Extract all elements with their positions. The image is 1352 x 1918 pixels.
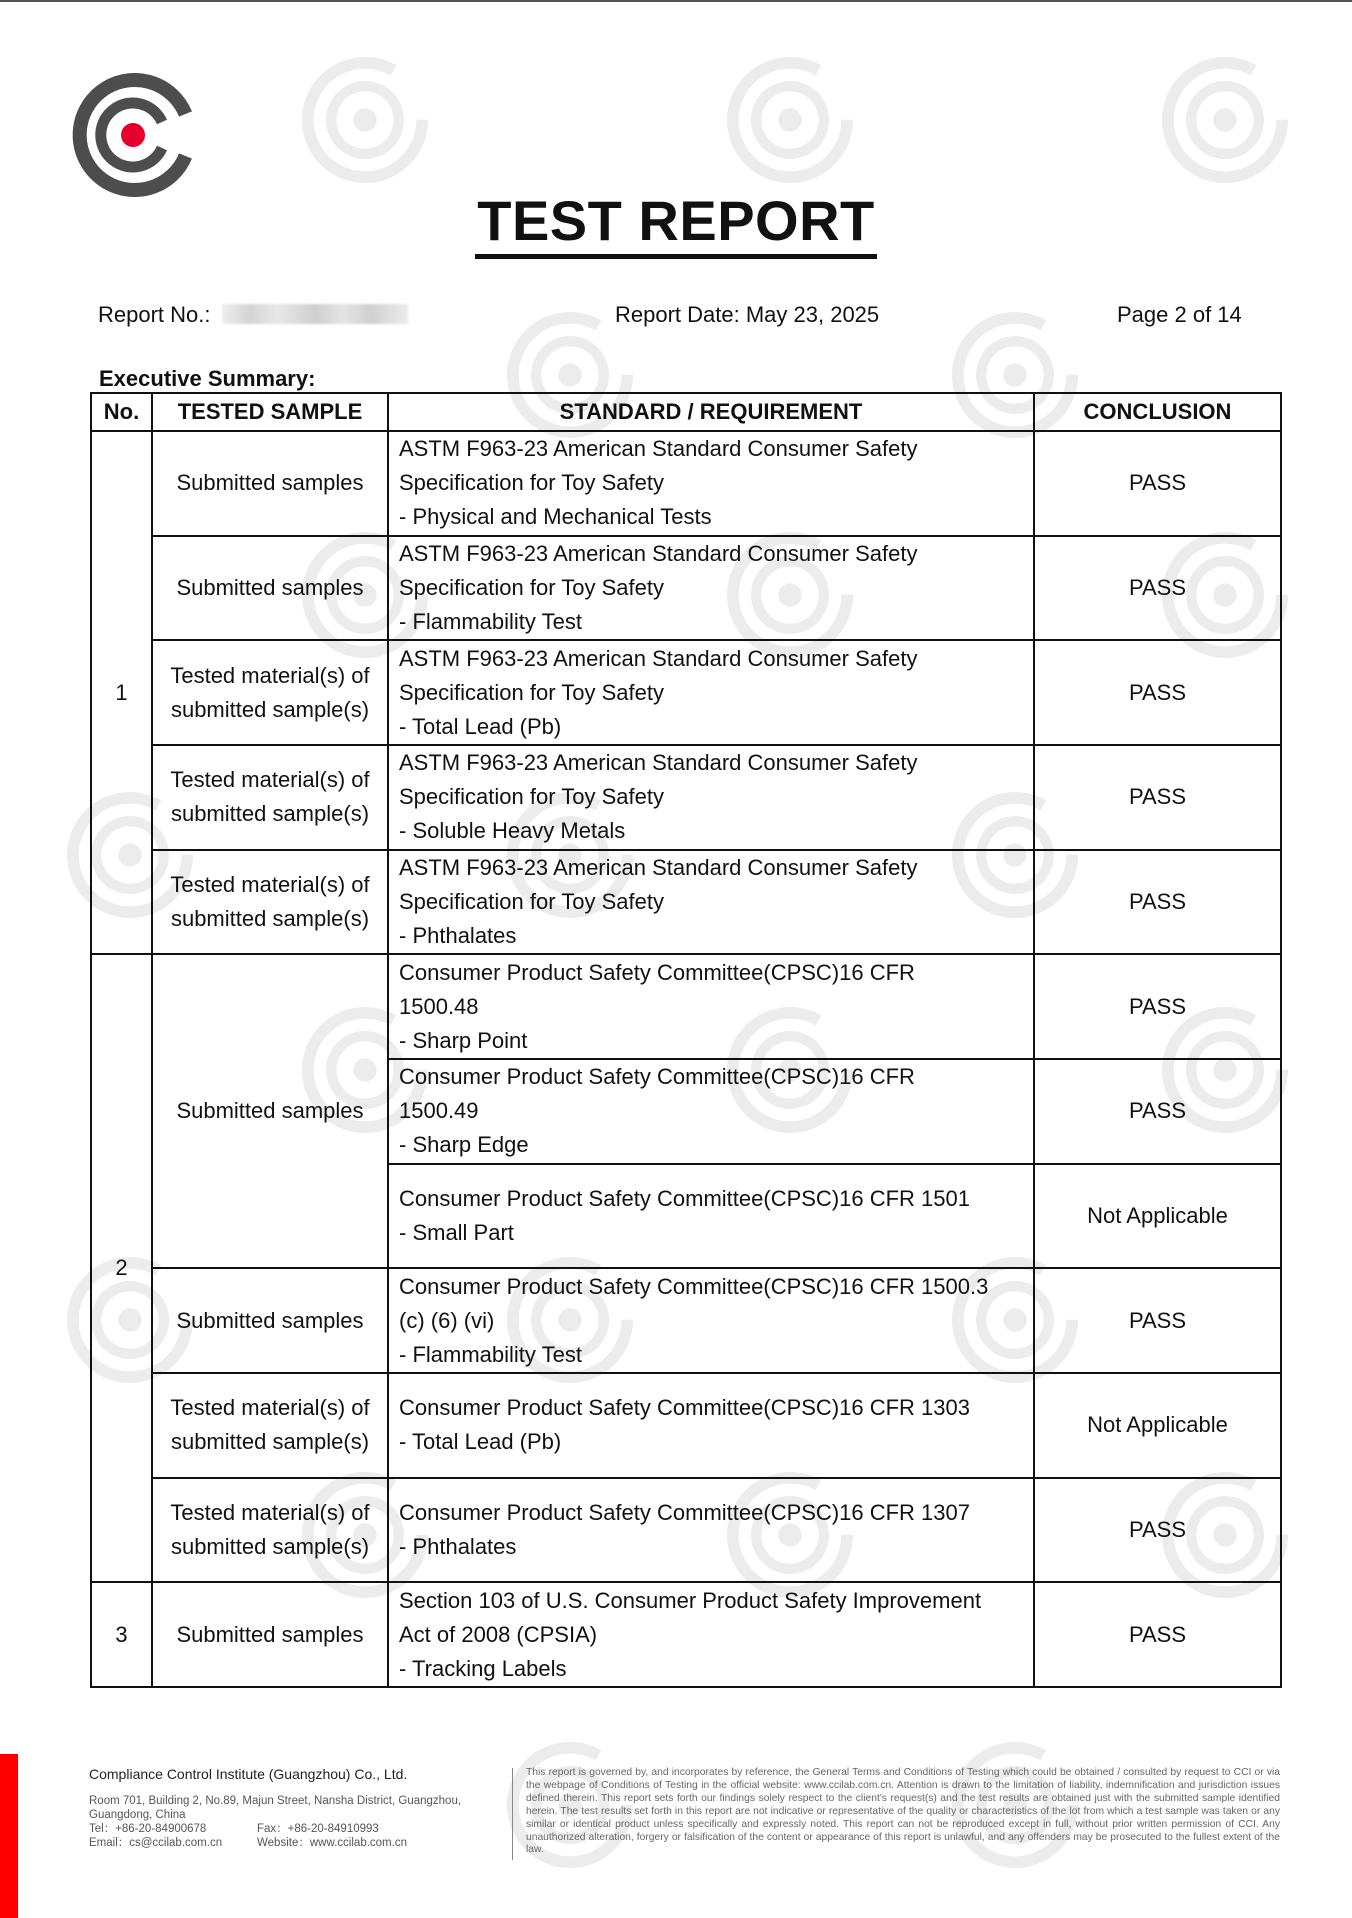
address-line: Guangdong, China bbox=[89, 1809, 186, 1821]
footer-contact bbox=[89, 1766, 509, 1850]
conclusion: Not Applicable bbox=[1034, 1373, 1281, 1478]
conclusion: Not Applicable bbox=[1034, 1164, 1281, 1269]
table-row bbox=[91, 1478, 1281, 1583]
conclusion: PASS bbox=[1034, 431, 1281, 536]
table-row bbox=[91, 1268, 1281, 1373]
email-website-line bbox=[89, 1836, 509, 1850]
watermark-logo-icon bbox=[1160, 55, 1290, 185]
standard-line: - Total Lead (Pb) bbox=[399, 713, 562, 739]
conclusion: PASS bbox=[1034, 1478, 1281, 1583]
standard-line: - Tracking Labels bbox=[399, 1655, 567, 1681]
standard-line: ASTM F963-23 American Standard Consumer Safety bbox=[399, 436, 918, 462]
standard-requirement bbox=[388, 1268, 1034, 1373]
table-row bbox=[91, 745, 1281, 850]
standard-line: Consumer Product Safety Committee(CPSC)16 CFR 1501 bbox=[399, 1185, 970, 1211]
table-row bbox=[91, 1373, 1281, 1478]
standard-requirement bbox=[388, 1582, 1034, 1687]
page-number: Page 2 of 14 bbox=[1117, 302, 1242, 327]
table-row bbox=[91, 431, 1281, 536]
standard-line: - Small Part bbox=[399, 1219, 514, 1245]
conclusion: PASS bbox=[1034, 1582, 1281, 1687]
standard-line: - Sharp Point bbox=[399, 1027, 528, 1053]
column-header-no: No. bbox=[91, 393, 152, 431]
standard-line: - Phthalates bbox=[399, 1533, 517, 1559]
conclusion: PASS bbox=[1034, 536, 1281, 641]
tested-sample: Tested material(s) of submitted sample(s) bbox=[152, 1373, 388, 1478]
tested-sample: Submitted samples bbox=[152, 954, 388, 1268]
table-row bbox=[91, 1582, 1281, 1687]
standard-line: ASTM F963-23 American Standard Consumer Safety bbox=[399, 854, 918, 880]
standard-line: - Physical and Mechanical Tests bbox=[399, 504, 712, 530]
standard-line: ASTM F963-23 American Standard Consumer Safety bbox=[399, 645, 918, 671]
address-line: Room 701, Building 2, No.89, Majun Street, Nansha District, Guangzhou, bbox=[89, 1795, 462, 1807]
tested-sample: Tested material(s) of submitted sample(s) bbox=[152, 1478, 388, 1583]
standard-line: ASTM F963-23 American Standard Consumer Safety bbox=[399, 750, 918, 776]
standard-line: Specification for Toy Safety bbox=[399, 574, 664, 600]
executive-summary-table bbox=[90, 392, 1282, 1688]
table-row bbox=[91, 954, 1281, 1059]
standard-line: - Phthalates bbox=[399, 922, 517, 948]
standard-line: 1500.48 bbox=[399, 993, 479, 1019]
column-header-standard: STANDARD / REQUIREMENT bbox=[388, 393, 1034, 431]
standard-requirement bbox=[388, 745, 1034, 850]
column-header-conclusion: CONCLUSION bbox=[1034, 393, 1281, 431]
standard-line: Consumer Product Safety Committee(CPSC)16 CFR 1500.3 bbox=[399, 1273, 989, 1299]
standard-line: Specification for Toy Safety bbox=[399, 679, 664, 705]
column-header-tested-sample: TESTED SAMPLE bbox=[152, 393, 388, 431]
tested-sample: Submitted samples bbox=[152, 431, 388, 536]
standard-line: Consumer Product Safety Committee(CPSC)16 CFR 1307 bbox=[399, 1499, 970, 1525]
report-number-label: Report No.: bbox=[98, 302, 211, 327]
executive-summary-heading: Executive Summary: bbox=[99, 366, 316, 391]
table-header-row bbox=[91, 393, 1281, 431]
standard-line: - Total Lead (Pb) bbox=[399, 1429, 562, 1455]
standard-requirement bbox=[388, 431, 1034, 536]
watermark-logo-icon bbox=[725, 55, 855, 185]
report-date: Report Date: May 23, 2025 bbox=[615, 302, 880, 327]
standard-requirement bbox=[388, 536, 1034, 641]
company-address bbox=[89, 1794, 509, 1850]
standard-line: Specification for Toy Safety bbox=[399, 784, 664, 810]
standard-requirement bbox=[388, 1164, 1034, 1269]
tested-sample: Submitted samples bbox=[152, 1582, 388, 1687]
tested-sample: Submitted samples bbox=[152, 1268, 388, 1373]
tested-sample: Tested material(s) of submitted sample(s) bbox=[152, 850, 388, 955]
standard-line: Specification for Toy Safety bbox=[399, 470, 664, 496]
standard-line: Section 103 of U.S. Consumer Product Safety Improvement bbox=[399, 1587, 982, 1613]
standard-line: - Flammability Test bbox=[399, 608, 582, 634]
standard-line: Act of 2008 (CPSIA) bbox=[399, 1621, 598, 1647]
conclusion: PASS bbox=[1034, 1059, 1281, 1164]
standard-line: - Sharp Edge bbox=[399, 1132, 529, 1158]
company-logo-icon bbox=[70, 70, 200, 200]
tested-sample: Tested material(s) of submitted sample(s) bbox=[152, 640, 388, 745]
company-name: Compliance Control Institute (Guangzhou) Co., Ltd. bbox=[89, 1766, 408, 1782]
item-number: 1 bbox=[91, 431, 152, 954]
table-row bbox=[91, 850, 1281, 955]
phone-fax-line bbox=[89, 1822, 509, 1836]
standard-line: Consumer Product Safety Committee(CPSC)16 CFR bbox=[399, 1064, 915, 1090]
table-row bbox=[91, 536, 1281, 641]
red-accent-bar bbox=[0, 1754, 18, 1918]
telephone: Tel：+86-20-84900678 bbox=[89, 1823, 207, 1835]
standard-line: Consumer Product Safety Committee(CPSC)16 CFR bbox=[399, 959, 915, 985]
standard-line: - Flammability Test bbox=[399, 1341, 582, 1367]
standard-requirement bbox=[388, 1373, 1034, 1478]
conclusion: PASS bbox=[1034, 640, 1281, 745]
fax: Fax：+86-20-84910993 bbox=[257, 1823, 379, 1835]
table-row bbox=[91, 640, 1281, 745]
standard-line: ASTM F963-23 American Standard Consumer Safety bbox=[399, 540, 918, 566]
conclusion: PASS bbox=[1034, 1268, 1281, 1373]
standard-requirement bbox=[388, 1059, 1034, 1164]
item-number: 2 bbox=[91, 954, 152, 1582]
website: Website：www.ccilab.com.cn bbox=[257, 1837, 407, 1849]
standard-requirement bbox=[388, 640, 1034, 745]
standard-line: (c) (6) (vi) bbox=[399, 1307, 495, 1333]
footer-divider bbox=[512, 1768, 513, 1860]
tested-sample: Submitted samples bbox=[152, 536, 388, 641]
page-title: TEST REPORT bbox=[0, 188, 1352, 253]
standard-line: - Soluble Heavy Metals bbox=[399, 818, 626, 844]
conclusion: PASS bbox=[1034, 745, 1281, 850]
standard-requirement bbox=[388, 954, 1034, 1059]
standard-requirement bbox=[388, 1478, 1034, 1583]
legal-disclaimer: This report is governed by, and incorporates by reference, the General Terms and Conditions of Testing which could be obtained / consulted by request to CCI or via the webpage of Conditions of Testing in the official website: www.ccilab.com.cn. Attention is drawn to the limitation of liability, indemnification and jurisdiction issues defined therein. This report sets forth our findings solely respect to the client's request(s) and the test results are obtained just with the submitted sample identified herein. The test results set forth in this report are not indicative or representative of the quality or characteristics of the lot from which a test sample was taken or any similar or identical product unless specifically and expressly noted. This report can not be reproduced except in full, without prior written permission of CCI. Any unauthorized alteration, forgery or falsification of the content or appearance of this report is unlawful, and any offenders may be prosecuted to the fullest extent of the law. bbox=[526, 1767, 1280, 1856]
redacted-report-number bbox=[222, 304, 408, 324]
tested-sample: Tested material(s) of submitted sample(s) bbox=[152, 745, 388, 850]
email: Email：cs@ccilab.com.cn bbox=[89, 1837, 223, 1849]
standard-requirement bbox=[388, 850, 1034, 955]
conclusion: PASS bbox=[1034, 954, 1281, 1059]
item-number: 3 bbox=[91, 1582, 152, 1687]
standard-line: Consumer Product Safety Committee(CPSC)16 CFR 1303 bbox=[399, 1395, 970, 1421]
conclusion: PASS bbox=[1034, 850, 1281, 955]
standard-line: 1500.49 bbox=[399, 1098, 479, 1124]
standard-line: Specification for Toy Safety bbox=[399, 888, 664, 914]
watermark-logo-icon bbox=[300, 55, 430, 185]
top-border-line bbox=[0, 0, 1352, 2]
